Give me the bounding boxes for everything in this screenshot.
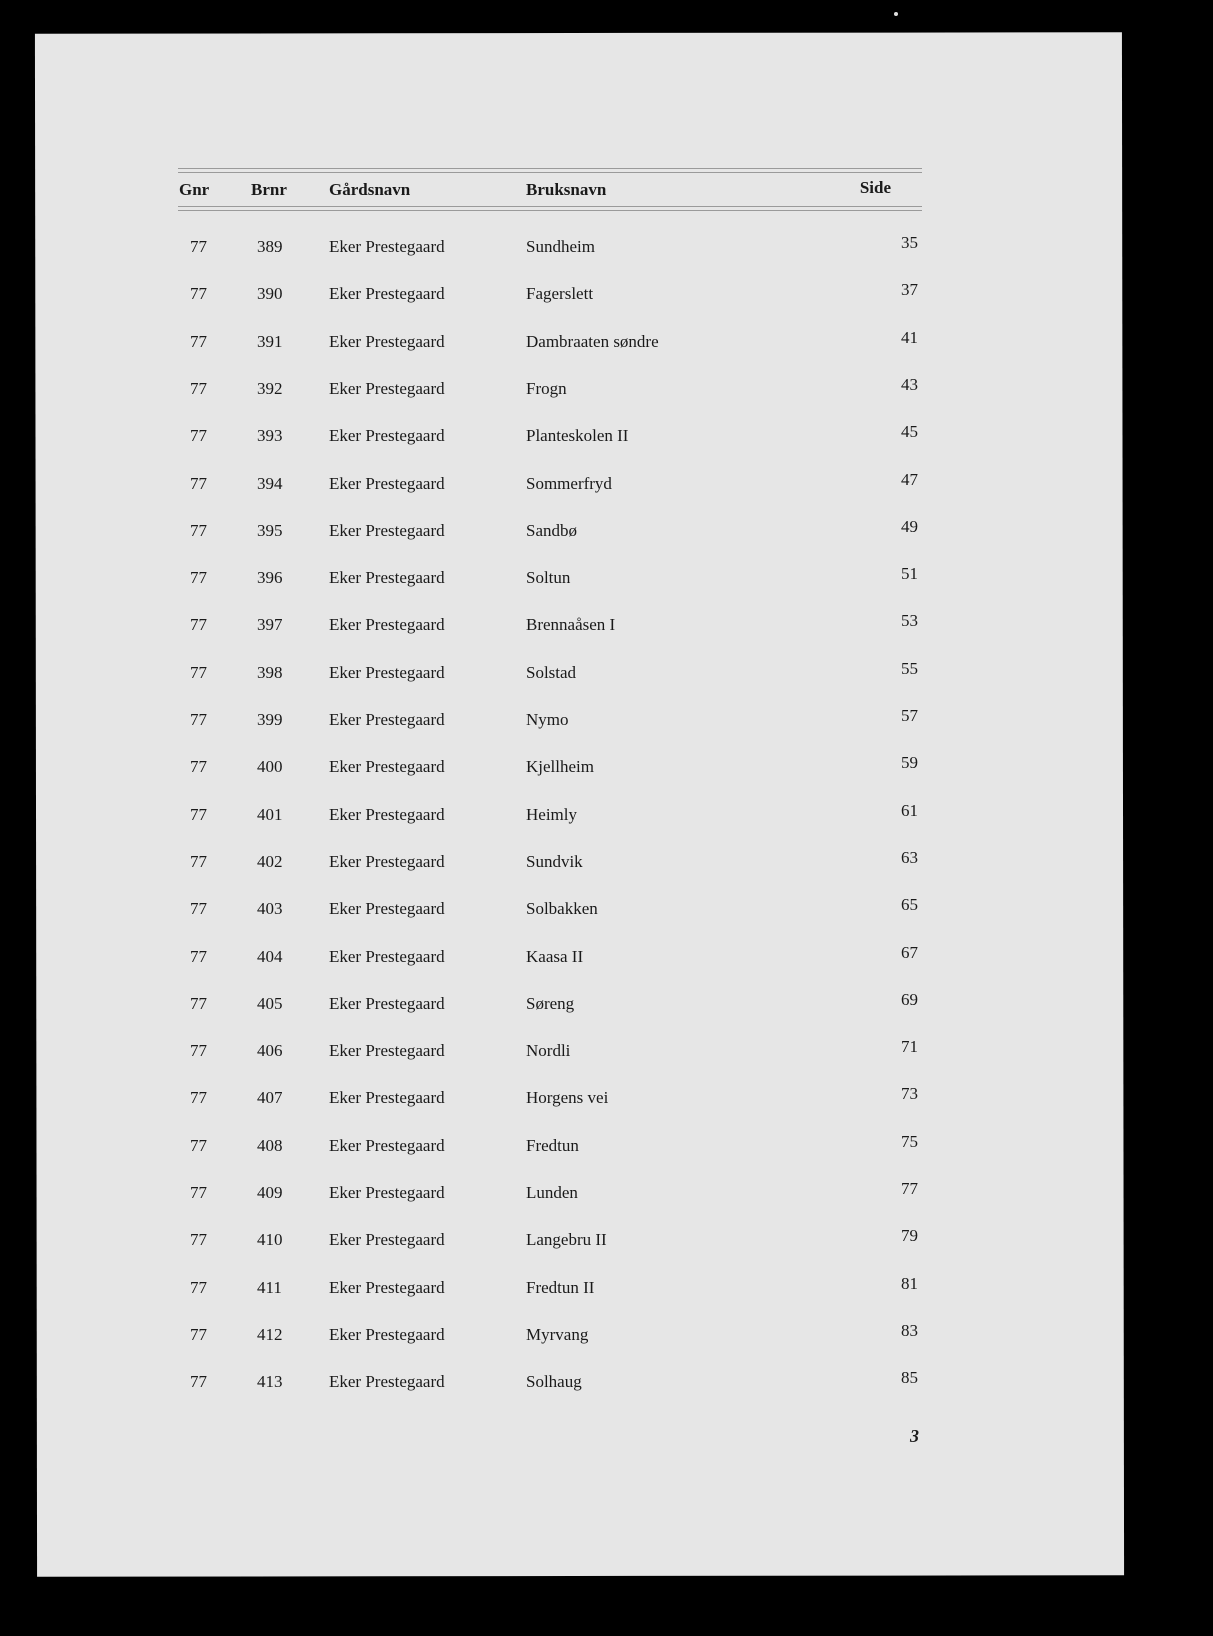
cell-bruksnavn: Horgens vei	[526, 1088, 609, 1108]
cell-side: 45	[901, 422, 918, 442]
cell-brnr: 410	[257, 1230, 283, 1250]
cell-bruksnavn: Frogn	[526, 378, 567, 398]
table-row	[0, 1075, 1213, 1121]
cell-gardsnavn: Eker Prestegaard	[329, 1324, 445, 1344]
cell-side: 69	[901, 989, 918, 1009]
header-gardsnavn: Gårdsnavn	[329, 180, 411, 199]
cell-gardsnavn: Eker Prestegaard	[329, 757, 445, 777]
cell-gardsnavn: Eker Prestegaard	[329, 1135, 445, 1155]
cell-side: 51	[901, 564, 918, 584]
cell-gnr: 77	[190, 804, 207, 824]
cell-brnr: 391	[257, 331, 283, 351]
table-row	[0, 1217, 1213, 1263]
table-row	[0, 792, 1213, 838]
cell-gardsnavn: Eker Prestegaard	[329, 851, 445, 871]
cell-brnr: 405	[257, 993, 283, 1013]
cell-gardsnavn: Eker Prestegaard	[329, 284, 445, 304]
cell-bruksnavn: Fredtun II	[526, 1277, 595, 1297]
table-row	[0, 1359, 1213, 1405]
table-row	[0, 508, 1213, 554]
cell-gnr: 77	[190, 946, 207, 966]
table-row	[0, 1123, 1213, 1169]
cell-side: 83	[901, 1320, 918, 1340]
cell-brnr: 390	[257, 284, 283, 304]
table-row	[0, 839, 1213, 885]
cell-gnr: 77	[190, 378, 207, 398]
table-row	[0, 934, 1213, 980]
cell-gnr: 77	[190, 568, 207, 588]
cell-gardsnavn: Eker Prestegaard	[329, 804, 445, 824]
cell-brnr: 412	[257, 1324, 283, 1344]
cell-gardsnavn: Eker Prestegaard	[329, 662, 445, 682]
cell-brnr: 411	[257, 1277, 282, 1297]
cell-gnr: 77	[190, 1183, 207, 1202]
table-row	[0, 1028, 1213, 1074]
cell-gardsnavn: Eker Prestegaard	[329, 1088, 445, 1108]
cell-gnr: 77	[190, 1135, 207, 1155]
table-row	[0, 650, 1213, 696]
table-row	[0, 886, 1213, 932]
cell-bruksnavn: Sundvik	[526, 851, 583, 871]
cell-gnr: 77	[190, 1230, 207, 1250]
cell-gardsnavn: Eker Prestegaard	[329, 899, 445, 919]
cell-side: 41	[901, 327, 918, 347]
cell-gardsnavn: Eker Prestegaard	[329, 1230, 445, 1250]
cell-brnr: 403	[257, 899, 283, 919]
cell-gnr: 77	[190, 284, 207, 304]
cell-brnr: 389	[257, 237, 283, 256]
cell-brnr: 394	[257, 473, 283, 493]
cell-gnr: 77	[190, 1088, 207, 1108]
cell-brnr: 413	[257, 1372, 283, 1392]
cell-gardsnavn: Eker Prestegaard	[329, 993, 445, 1013]
table-row	[0, 366, 1213, 412]
cell-gardsnavn: Eker Prestegaard	[329, 237, 445, 256]
page-number: 3	[910, 1426, 919, 1446]
cell-brnr: 396	[257, 568, 283, 588]
cell-side: 55	[901, 658, 918, 678]
cell-gardsnavn: Eker Prestegaard	[329, 378, 445, 398]
cell-gardsnavn: Eker Prestegaard	[329, 946, 445, 966]
cell-side: 35	[901, 233, 918, 252]
cell-side: 63	[901, 847, 918, 867]
cell-brnr: 404	[257, 946, 283, 966]
cell-brnr: 395	[257, 520, 283, 540]
cell-brnr: 406	[257, 1041, 283, 1061]
table-row	[0, 224, 1213, 270]
cell-bruksnavn: Heimly	[526, 804, 577, 824]
cell-gnr: 77	[190, 1041, 207, 1061]
cell-bruksnavn: Langebru II	[526, 1230, 607, 1250]
cell-gnr: 77	[190, 757, 207, 777]
cell-bruksnavn: Sundheim	[526, 237, 595, 256]
cell-brnr: 401	[257, 804, 283, 824]
header-bottom-rule	[178, 206, 922, 211]
cell-bruksnavn: Soltun	[526, 568, 571, 588]
cell-bruksnavn: Sandbø	[526, 520, 577, 540]
table-row	[0, 1265, 1213, 1311]
cell-gardsnavn: Eker Prestegaard	[329, 710, 445, 729]
cell-bruksnavn: Kjellheim	[526, 757, 594, 777]
cell-side: 67	[901, 942, 918, 962]
table-row	[0, 413, 1213, 459]
cell-gardsnavn: Eker Prestegaard	[329, 520, 445, 540]
cell-bruksnavn: Solstad	[526, 662, 577, 682]
cell-gardsnavn: Eker Prestegaard	[329, 1041, 445, 1061]
cell-side: 77	[901, 1179, 918, 1198]
cell-gardsnavn: Eker Prestegaard	[329, 1372, 445, 1392]
header-brnr: Brnr	[251, 180, 287, 199]
cell-side: 57	[901, 706, 918, 725]
cell-side: 71	[901, 1037, 918, 1057]
cell-bruksnavn: Fredtun	[526, 1135, 579, 1155]
table-row	[0, 1170, 1213, 1216]
cell-gnr: 77	[190, 851, 207, 871]
cell-gnr: 77	[190, 899, 207, 919]
table-row	[0, 981, 1213, 1027]
cell-side: 59	[901, 753, 918, 773]
cell-bruksnavn: Myrvang	[526, 1324, 589, 1344]
cell-side: 73	[901, 1084, 918, 1104]
cell-gnr: 77	[190, 615, 207, 635]
cell-gardsnavn: Eker Prestegaard	[329, 473, 445, 493]
cell-bruksnavn: Solbakken	[526, 899, 598, 919]
table-row	[0, 461, 1213, 507]
cell-gardsnavn: Eker Prestegaard	[329, 1277, 445, 1297]
table-row	[0, 744, 1213, 790]
cell-gnr: 77	[190, 237, 207, 256]
cell-gnr: 77	[190, 710, 207, 729]
cell-side: 53	[901, 611, 918, 631]
cell-bruksnavn: Fagerslett	[526, 284, 594, 304]
cell-gardsnavn: Eker Prestegaard	[329, 615, 445, 635]
cell-brnr: 400	[257, 757, 283, 777]
cell-bruksnavn: Solhaug	[526, 1372, 582, 1392]
cell-side: 85	[901, 1368, 918, 1388]
cell-brnr: 397	[257, 615, 283, 635]
cell-brnr: 409	[257, 1183, 283, 1202]
cell-side: 49	[901, 516, 918, 536]
cell-gnr: 77	[190, 1277, 207, 1297]
header-top-rule	[178, 168, 922, 173]
cell-gardsnavn: Eker Prestegaard	[329, 426, 445, 446]
cell-gnr: 77	[190, 993, 207, 1013]
cell-bruksnavn: Planteskolen II	[526, 426, 629, 446]
cell-gnr: 77	[190, 331, 207, 351]
table-row	[0, 319, 1213, 365]
cell-side: 81	[901, 1273, 918, 1293]
cell-gnr: 77	[190, 473, 207, 493]
cell-bruksnavn: Sommerfryd	[526, 473, 612, 493]
cell-gnr: 77	[190, 426, 207, 446]
cell-gardsnavn: Eker Prestegaard	[329, 331, 445, 351]
cell-bruksnavn: Dambraaten søndre	[526, 331, 659, 351]
scan-speck	[894, 12, 898, 16]
cell-side: 61	[901, 800, 918, 820]
cell-bruksnavn: Brennaåsen I	[526, 615, 616, 635]
cell-bruksnavn: Lunden	[526, 1183, 578, 1202]
cell-gardsnavn: Eker Prestegaard	[329, 568, 445, 588]
cell-bruksnavn: Nymo	[526, 710, 569, 729]
cell-brnr: 408	[257, 1135, 283, 1155]
table-row	[0, 602, 1213, 648]
table-row	[0, 271, 1213, 317]
table-row	[0, 555, 1213, 601]
table-row	[0, 1312, 1213, 1358]
cell-gnr: 77	[190, 1372, 207, 1392]
cell-brnr: 407	[257, 1088, 283, 1108]
cell-gardsnavn: Eker Prestegaard	[329, 1183, 445, 1202]
header-gnr: Gnr	[179, 180, 210, 199]
cell-side: 47	[901, 469, 918, 489]
cell-brnr: 399	[257, 710, 283, 729]
cell-bruksnavn: Søreng	[526, 993, 575, 1013]
cell-side: 37	[901, 280, 918, 300]
table-row	[0, 697, 1213, 743]
cell-brnr: 392	[257, 378, 283, 398]
cell-side: 75	[901, 1131, 918, 1151]
header-bruksnavn: Bruksnavn	[526, 180, 607, 199]
cell-brnr: 398	[257, 662, 283, 682]
cell-brnr: 393	[257, 426, 283, 446]
cell-gnr: 77	[190, 662, 207, 682]
cell-side: 79	[901, 1226, 918, 1246]
cell-brnr: 402	[257, 851, 283, 871]
cell-side: 43	[901, 374, 918, 394]
header-side: Side	[859, 178, 891, 197]
cell-gnr: 77	[190, 1324, 207, 1344]
cell-bruksnavn: Kaasa II	[526, 946, 584, 966]
cell-gnr: 77	[190, 520, 207, 540]
cell-bruksnavn: Nordli	[526, 1041, 571, 1061]
cell-side: 65	[901, 895, 918, 915]
